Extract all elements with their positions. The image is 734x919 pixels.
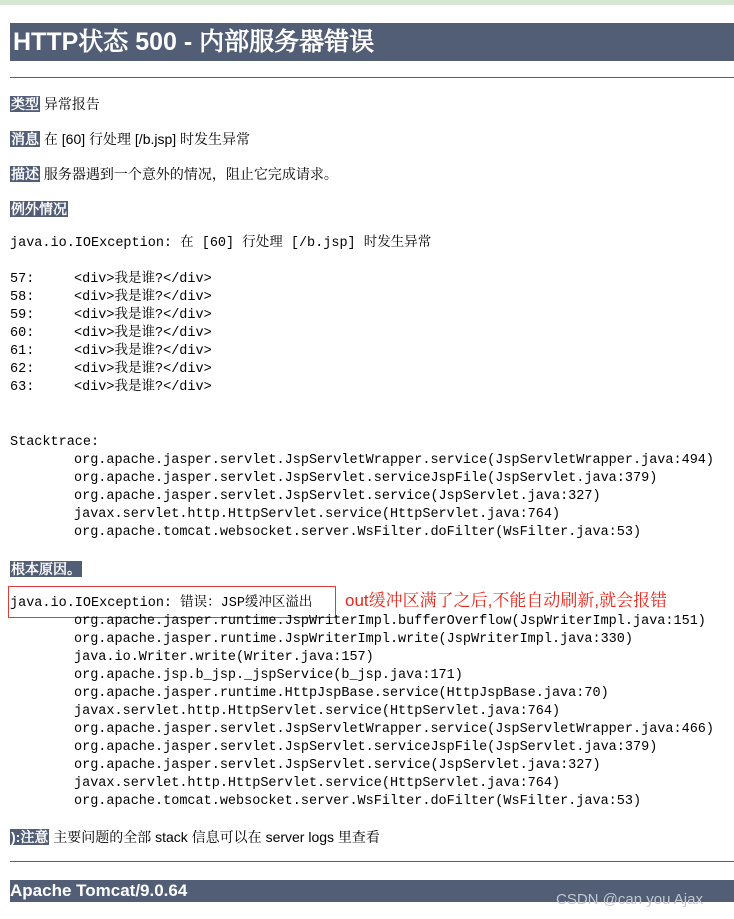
type-value: 异常报告	[43, 96, 100, 112]
type-row	[10, 95, 100, 113]
stacktrace-frame: org.apache.jasper.servlet.JspServletWrapper.service(JspServletWrapper.java:494)	[74, 453, 715, 468]
source-line-code: <div>我是谁?</div>	[74, 326, 212, 341]
root-cause-frame: org.apache.jasper.runtime.HttpJspBase.service(HttpJspBase.java:70)	[74, 686, 609, 701]
root-cause-row	[10, 560, 82, 578]
source-line-number: 58:	[10, 290, 35, 305]
root-cause-frame: javax.servlet.http.HttpServlet.service(HttpServlet.java:764)	[74, 704, 561, 719]
root-cause-frame: org.apache.jasper.runtime.JspWriterImpl.write(JspWriterImpl.java:330)	[74, 632, 633, 647]
root-cause-header: java.io.IOException: 错误：JSP缓冲区溢出	[10, 596, 313, 611]
root-cause-frame: java.io.Writer.write(Writer.java:157)	[74, 650, 374, 665]
stacktrace-label: Stacktrace:	[10, 435, 100, 450]
server-footer: Apache Tomcat/9.0.64	[10, 880, 734, 902]
watermark: CSDN @can you Ajax	[556, 891, 703, 908]
type-label: 类型	[11, 96, 39, 112]
note-value: 主要问题的全部 stack 信息可以在 server logs 里查看	[53, 829, 380, 845]
source-line-number: 63:	[10, 380, 35, 395]
root-cause-frame: org.apache.tomcat.websocket.server.WsFilter.doFilter(WsFilter.java:53)	[74, 794, 642, 809]
source-line-code: <div>我是谁?</div>	[74, 380, 212, 395]
root-cause-frame: org.apache.jasper.servlet.JspServletWrapper.service(JspServletWrapper.java:466)	[74, 722, 715, 737]
root-cause-frame: org.apache.jasper.runtime.JspWriterImpl.bufferOverflow(JspWriterImpl.java:151)	[74, 614, 706, 629]
root-cause-label: 根本原因。	[11, 561, 81, 577]
exception-header: java.io.IOException: 在 [60] 行处理 [/b.jsp] 时发生异常	[10, 236, 432, 251]
source-line-code: <div>我是谁?</div>	[74, 344, 212, 359]
source-line-code: <div>我是谁?</div>	[74, 362, 212, 377]
description-label: 描述	[11, 166, 39, 182]
source-line-code: <div>我是谁?</div>	[74, 272, 212, 287]
source-line-number: 57:	[10, 272, 35, 287]
source-line-number: 62:	[10, 362, 35, 377]
page-title: HTTP状态 500 - 内部服务器错误	[10, 23, 734, 61]
source-line-number: 59:	[10, 308, 35, 323]
message-value: 在 [60] 行处理 [/b.jsp] 时发生异常	[43, 131, 251, 147]
exception-row	[10, 200, 68, 218]
root-cause-frame: org.apache.jasper.servlet.JspServlet.service(JspServlet.java:327)	[74, 758, 601, 773]
root-cause-frame: org.apache.jsp.b_jsp._jspService(b_jsp.java:171)	[74, 668, 463, 683]
divider-top	[10, 77, 734, 78]
message-row	[10, 130, 250, 148]
description-row	[10, 165, 338, 183]
root-cause-frame: javax.servlet.http.HttpServlet.service(HttpServlet.java:764)	[74, 776, 561, 791]
description-value: 服务器遇到一个意外的情况，阻止它完成请求。	[43, 166, 338, 182]
stacktrace-frame: org.apache.jasper.servlet.JspServlet.serviceJspFile(JspServlet.java:379)	[74, 471, 658, 486]
note-label: ):注意	[11, 829, 49, 845]
source-line-code: <div>我是谁?</div>	[74, 308, 212, 323]
root-cause-frame: org.apache.jasper.servlet.JspServlet.serviceJspFile(JspServlet.java:379)	[74, 740, 658, 755]
message-label: 消息	[11, 131, 39, 147]
source-line-code: <div>我是谁?</div>	[74, 290, 212, 305]
exception-label: 例外情况	[11, 201, 67, 217]
annotation-note: out缓冲区满了之后,不能自动刷新,就会报错	[345, 591, 668, 610]
top-border	[0, 0, 734, 5]
source-line-number: 61:	[10, 344, 35, 359]
source-line-number: 60:	[10, 326, 35, 341]
note-row	[10, 828, 380, 846]
stacktrace-frame: org.apache.jasper.servlet.JspServlet.service(JspServlet.java:327)	[74, 489, 601, 504]
stacktrace-frame: javax.servlet.http.HttpServlet.service(HttpServlet.java:764)	[74, 507, 561, 522]
divider-bottom	[10, 861, 734, 862]
stacktrace-frame: org.apache.tomcat.websocket.server.WsFilter.doFilter(WsFilter.java:53)	[74, 525, 642, 540]
